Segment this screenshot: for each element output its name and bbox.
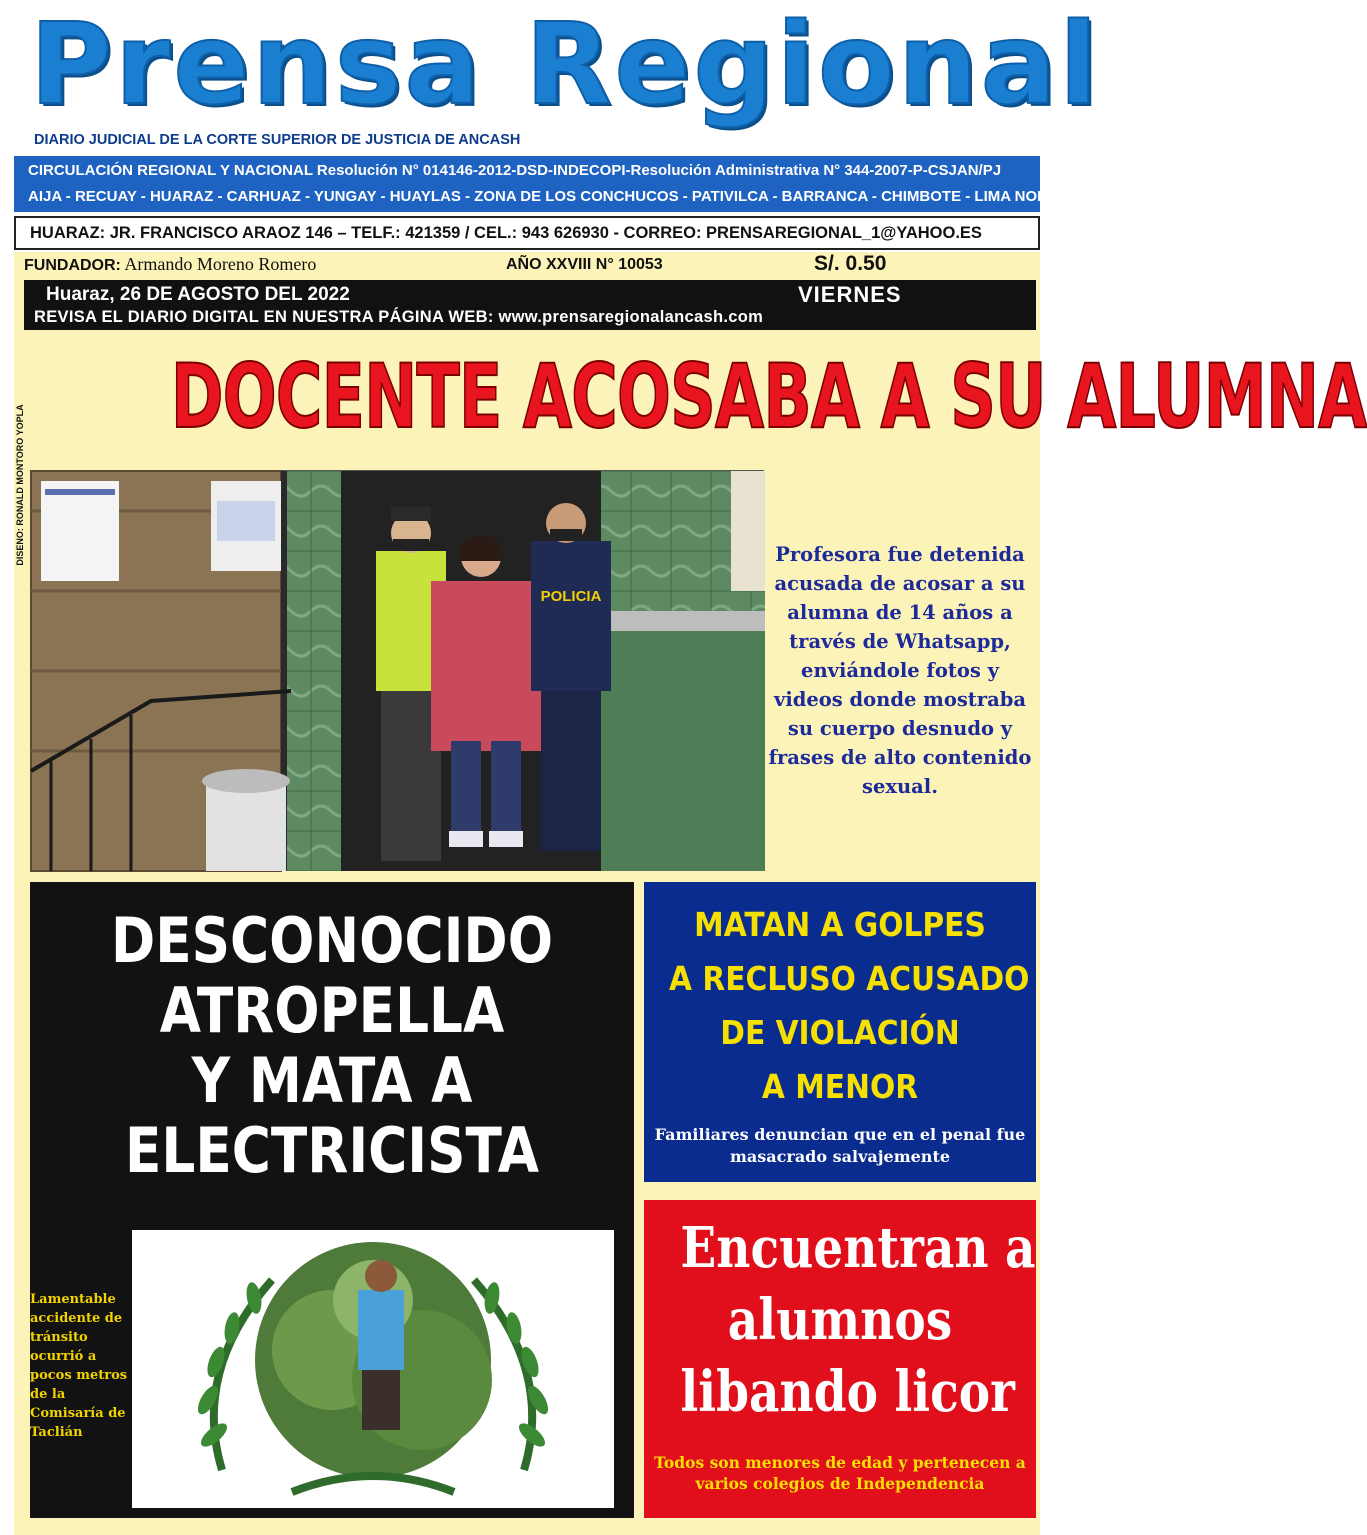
story-four-headline-line: Encuentran a — [680, 1215, 1036, 1281]
design-credit-text: DISENO: RONALD MONTORO YOPLA — [15, 404, 25, 566]
lead-caption: Profesora fue detenida acusada de acosar a su alumna de 14 años a través de Whatsapp, enviándole fotos y videos donde mostraba su cuerpo desnudo y frases de alto contenido sexual. — [768, 543, 1032, 798]
story-three-subhead: Familiares denuncian que en el penal fue masacrado salvajemente — [654, 1125, 1026, 1166]
founder-label: FUNDADOR: — [24, 257, 121, 274]
circulation-bar — [14, 156, 1068, 212]
issue-date: Huaraz, 26 DE AGOSTO DEL 2022 — [46, 284, 350, 305]
arrest-scene-image — [31, 471, 765, 871]
victim-photo — [132, 1230, 614, 1508]
weekday: VIERNES — [798, 282, 902, 307]
story-three-headline-line: DE VIOLACIÓN — [720, 1013, 960, 1052]
story-two-headline-line: ELECTRICISTA — [124, 1114, 540, 1187]
founder-line — [24, 254, 316, 275]
towns-list: AIJA - RECUAY - HUARAZ - CARHUAZ - YUNGAY - HUAYLAS - ZONA DE LOS CONCHUCOS - PATIVILCA - BARRANCA - CHIMBOTE - LIMA NORTE — [28, 188, 1068, 205]
story-two-headline-line: ATROPELLA — [159, 974, 505, 1047]
founder-name: Armando Moreno Romero — [124, 254, 317, 274]
circulation-text: CIRCULACIÓN REGIONAL Y NACIONAL Resolución N° 014146-2012-DSD-INDECOPI-Resolución Administrativa N° 344-2007-P-CSJAN/PJ — [28, 162, 1002, 179]
story-two-headline-line: Y MATA A — [191, 1044, 473, 1117]
story-four-headline-line: libando licor — [680, 1359, 1015, 1425]
contact-info: HUARAZ: JR. FRANCISCO ARAOZ 146 – TELF.: 421359 / CEL.: 943 626930 - CORREO: PRENSAREGIONAL_1@YAHOO.ES — [14, 216, 1040, 250]
story-two-caption: Lamentable accidente de tránsito ocurrió a pocos metros de la Comisaría de Taclián — [30, 1292, 128, 1440]
story-three-headline-line: A RECLUSO ACUSADO — [669, 959, 1030, 998]
design-credit — [10, 360, 30, 620]
newspaper-subtitle: DIARIO JUDICIAL DE LA CORTE SUPERIOR DE JUSTICIA DE ANCASH — [34, 132, 521, 148]
story-two-headline — [86, 906, 578, 1186]
police-vest-text: POLICIA — [540, 588, 602, 605]
lead-headline: DOCENTE ACOSABA A SU ALUMNA — [170, 345, 1367, 448]
price: S/. 0.50 — [814, 252, 887, 275]
website-notice: REVISA EL DIARIO DIGITAL EN NUESTRA PÁGINA WEB: www.prensaregionalancash.com — [34, 308, 764, 326]
story-four-subhead: Todos son menores de edad y pertenecen a varios colegios de Independencia — [654, 1453, 1026, 1493]
story-three-headline-line: MATAN A GOLPES — [694, 905, 986, 944]
story-four-headline-line: alumnos — [727, 1287, 953, 1353]
memorial-wreath-image — [132, 1230, 614, 1508]
edition-number: AÑO XXVIII N° 10053 — [506, 256, 663, 273]
story-three-headline — [669, 898, 1030, 1114]
story-four-headline — [680, 1212, 1036, 1428]
story-two-headline-line: DESCONOCIDO — [110, 904, 554, 977]
story-three-headline-line: A MENOR — [761, 1067, 919, 1106]
lead-photo — [30, 470, 764, 870]
newspaper-title: Prensa Regional — [30, 0, 1101, 130]
